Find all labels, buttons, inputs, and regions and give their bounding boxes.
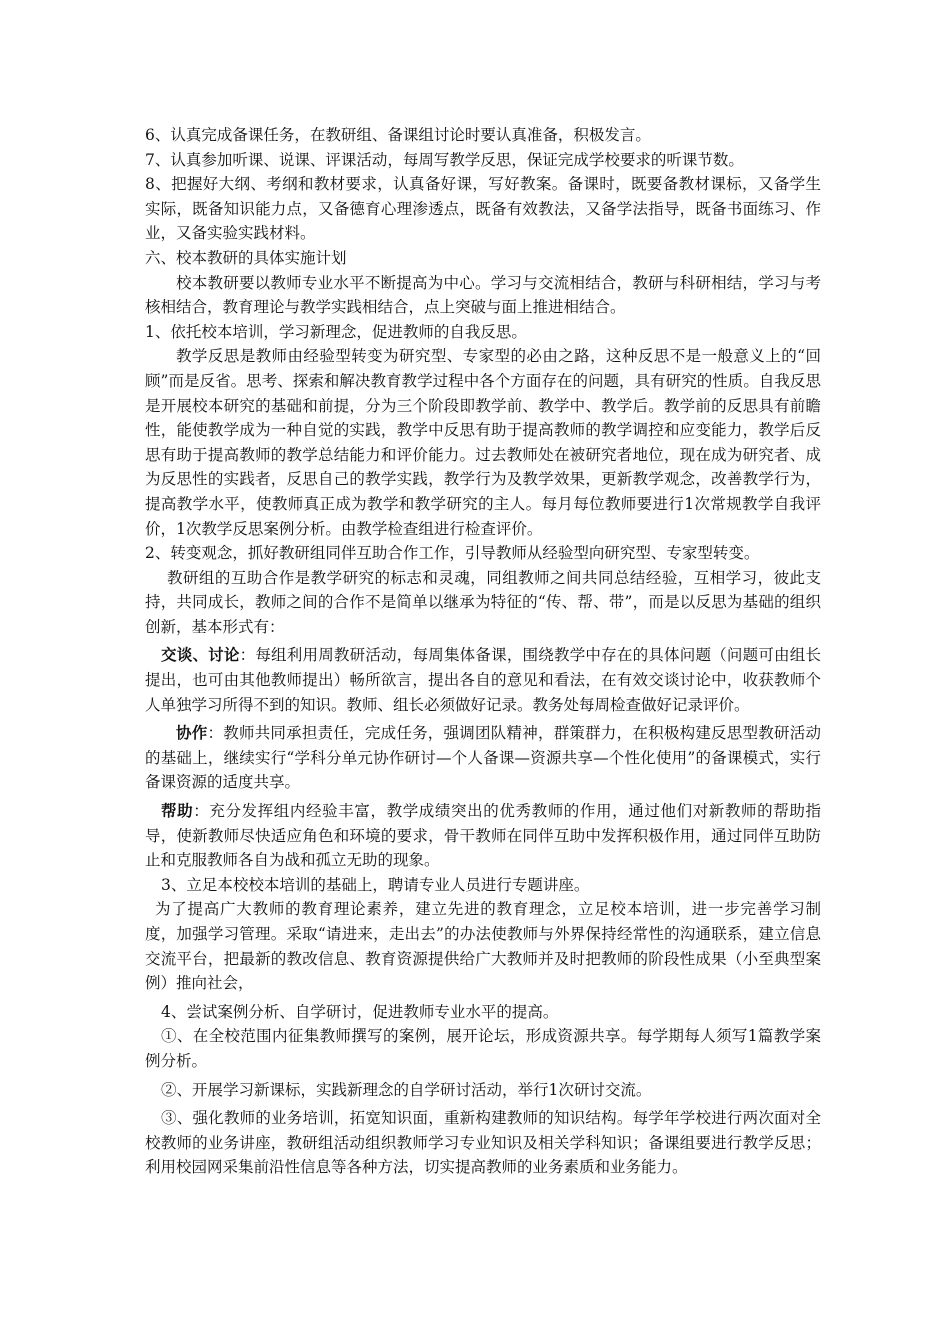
section-heading-6: 六、校本教研的具体实施计划 — [145, 248, 347, 267]
list-item-self-study: ②、开展学习新课标，实践新理念的自学研讨活动，举行1次研讨交流。 — [161, 1080, 652, 1099]
paragraph-discussion — [145, 643, 821, 717]
list-item-training: ③、强化教师的业务培训，拓宽知识面，重新构建教师的知识结构。每学年学校进行两次面对全校教师的业务讲座，教研组活动组织教师学习专业知识及相关学科知识；备课组要进行教学反思；利用校园网采集前沿性信息等各种方法，切实提高教师的业务素质和业务能力。 — [145, 1109, 821, 1177]
help-label: 帮助 — [161, 801, 194, 821]
paragraph-section-intro: 校本教研要以教师专业水平不断提高为中心。学习与交流相结合，教研与科研相结，学习与考核相结合，教育理论与教学实践相结合，点上突破与面上推进相结合。 — [145, 273, 821, 317]
subheading-4: 4、尝试案例分析、自学研讨，促进教师专业水平的提高。 — [161, 1002, 559, 1021]
list-item-case-study: ①、在全校范围内征集教师撰写的案例，展开论坛，形成资源共享。每学期每人须写1篇教学案例分析。 — [145, 1027, 821, 1070]
subheading-2: 2、转变观念，抓好教研组同伴互助合作工作，引导教师从经验型向研究型、专家型转变。 — [145, 544, 760, 563]
paragraph-reflection: 教学反思是教师由经验型转变为研究型、专家型的必由之路，这种反思不是一般意义上的“回顾”而是反省。思考、探索和解决教育教学过程中各个方面存在的问题，具有研究的性质。自我反思是开展校本研究的基础和前提，分为三个阶段即教学前、教学中、教学后。教学前的反思具有前瞻性，能使教学成为一种自觉的实践，教学中反思有助于提高教师的教学调控和应变能力，教学后反思有助于提高教师的教学总结能力和评价能力。过去教师处在被研究者地位，现在成为研究者、成为反思性的实践者，反思自己的教学实践，教学行为及教学效果，更新教学观念，改善教学行为，提高教学水平，使教师真正成为教学和教学研究的主人。每月每位教师要进行1次常规教学自我评价，1次教学反思案例分析。由教学检查组进行检查评价。 — [145, 347, 821, 538]
subheading-1: 1、依托校本培训，学习新理念，促进教师的自我反思。 — [145, 322, 527, 341]
help-text: ：充分发挥组内经验丰富，教学成绩突出的优秀教师的作用，通过他们对新教师的帮助指导，使新教师尽快适应角色和环境的要求，骨干教师在同伴互助中发挥积极作用，通过同伴互助防止和克服教师各自为战和孤立无助的现象。 — [145, 802, 821, 870]
collaboration-label: 协作 — [176, 723, 208, 743]
document-page — [145, 123, 821, 1180]
paragraph-item-6: 6、认真完成备课任务，在教研组、备课组讨论时要认真准备，积极发言。 — [145, 126, 651, 144]
paragraph-item-7: 7、认真参加听课、说课、评课活动，每周写教学反思，保证完成学校要求的听课节数。 — [145, 150, 744, 169]
subheading-3: 3、立足本校校本培训的基础上，聘请专业人员进行专题讲座。 — [161, 875, 590, 894]
paragraph-help — [145, 799, 821, 873]
discussion-text: ：每组利用周教研活动，每周集体备课，围绕教学中存在的具体问题（问题可由组长提出，也可由其他教师提出）畅所欲言，提出各自的意见和看法，在有效交谈讨论中，收获教师个人单独学习所得不到的知识。教师、组长必须做好记录。教务处每周检查做好记录评价。 — [145, 646, 821, 714]
paragraph-collaboration — [145, 721, 821, 795]
paragraph-item-8: 8、把握好大纲、考纲和教材要求，认真备好课，写好教案。备课时，既要备教材课标，又备学生实际，既备知识能力点，又备德育心理渗透点，既备有效教法，又备学法指导，既备书面练习、作业，又备实验实践材料。 — [145, 175, 821, 243]
collaboration-text: ：教师共同承担责任，完成任务，强调团队精神，群策群力，在积极构建反思型教研活动的基础上，继续实行“学科分单元协作研讨—个人备课—资源共享—个性化使用”的备课模式，实行备课资源的适度共享。 — [145, 724, 821, 792]
paragraph-peer-cooperation: 教研组的互助合作是教学研究的标志和灵魂，同组教师之间共同总结经验，互相学习，彼此支持，共同成长，教师之间的合作不是简单以继承为特征的“传、帮、带”，而是以反思为基础的组织创新，基本形式有： — [145, 568, 821, 636]
discussion-label: 交谈、讨论 — [161, 645, 240, 665]
paragraph-training: 为了提高广大教师的教育理论素养，建立先进的教育理念，立足校本培训，进一步完善学习制度，加强学习管理。采取“请进来，走出去”的办法使教师与外界保持经常性的沟通联系，建立信息交流平台，把最新的教改信息、教育资源提供给广大教师并及时把教师的阶段性成果（小至典型案例）推向社会， — [145, 900, 821, 993]
